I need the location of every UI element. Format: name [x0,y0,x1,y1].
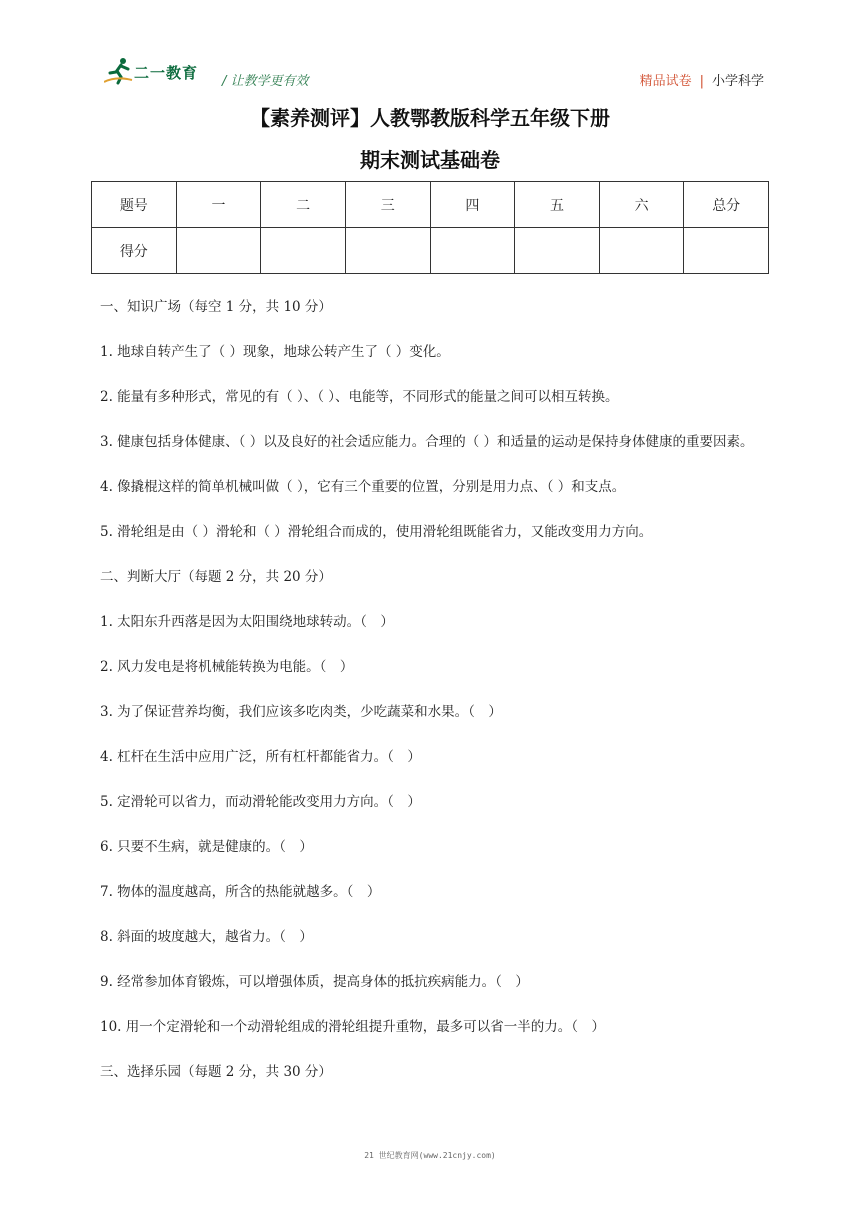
section-heading: 三、选择乐园（每题 2 分，共 30 分） [100,1064,332,1080]
question-item: 8. 斜面的坡度越大，越省力。（ ） [100,929,313,945]
table-cell: 得分 [92,228,177,274]
table-score-row [92,228,769,274]
page-footer: 21 世纪教育网(www.21cnjy.com) [364,1151,496,1160]
question-item: 5. 定滑轮可以省力，而动滑轮能改变用力方向。（ ） [100,794,421,810]
section-heading: 二、判断大厅（每题 2 分，共 20 分） [100,569,332,585]
question-item: 5. 滑轮组是由（ ）滑轮和（ ）滑轮组合而成的，使用滑轮组既能省力，又能改变用力方向。 [100,524,653,540]
question-item: 1. 地球自转产生了（ ）现象，地球公转产生了（ ）变化。 [100,344,450,360]
table-cell: 一 [176,182,261,228]
question-item: 4. 像撬棍这样的简单机械叫做（ ），它有三个重要的位置，分别是用力点、（ ）和支点。 [100,479,626,495]
score-cell[interactable] [345,228,430,274]
section-heading: 一、知识广场（每空 1 分，共 10 分） [100,299,332,315]
subject-label: 小学科学 [711,74,764,89]
question-item: 3. 为了保证营养均衡，我们应该多吃肉类，少吃蔬菜和水果。（ ） [100,704,502,720]
table-cell: 总分 [684,182,769,228]
question-item: 3. 健康包括身体健康、（ ）以及良好的社会适应能力。合理的（ ）和适量的运动是保持身体健康的重要因素。 [100,434,754,450]
table-cell: 四 [430,182,515,228]
page-title: 【素养测评】人教鄂教版科学五年级下册 [250,106,610,130]
question-list [100,296,772,1083]
question-item: 7. 物体的温度越高，所含的热能就越多。（ ） [100,884,381,900]
header-tags [640,70,764,89]
question-item: 1. 太阳东升西落是因为太阳围绕地球转动。（ ） [100,614,394,630]
brand-name: 二一教育 [134,64,199,82]
slogan: / 让教学更有效 [222,74,309,89]
score-cell[interactable] [599,228,684,274]
table-cell: 二 [261,182,346,228]
score-table [91,181,769,274]
table-cell: 题号 [92,182,177,228]
score-cell[interactable] [684,228,769,274]
question-item: 2. 风力发电是将机械能转换为电能。（ ） [100,659,354,675]
tag-label: 精品试卷 [639,74,692,89]
score-cell[interactable] [515,228,600,274]
question-item: 4. 杠杆在生活中应用广泛，所有杠杆都能省力。（ ） [100,749,421,765]
score-cell[interactable] [430,228,515,274]
page-subtitle: 期末测试基础卷 [360,148,500,172]
table-cell: 五 [515,182,600,228]
question-item: 10. 用一个定滑轮和一个动滑轮组成的滑轮组提升重物，最多可以省一半的力。（ ） [100,1019,606,1035]
table-cell: 三 [345,182,430,228]
score-cell[interactable] [261,228,346,274]
header-separator: | [699,74,704,89]
question-item: 2. 能量有多种形式，常见的有（ ）、（ ）、电能等，不同形式的能量之间可以相互转换。 [100,389,619,405]
runner-logo-icon [104,56,134,86]
page-header [104,56,764,88]
table-header-row [92,182,769,228]
question-item: 6. 只要不生病，就是健康的。（ ） [100,839,313,855]
table-cell: 六 [599,182,684,228]
score-cell[interactable] [176,228,261,274]
question-item: 9. 经常参加体育锻炼，可以增强体质，提高身体的抵抗疾病能力。（ ） [100,974,529,990]
